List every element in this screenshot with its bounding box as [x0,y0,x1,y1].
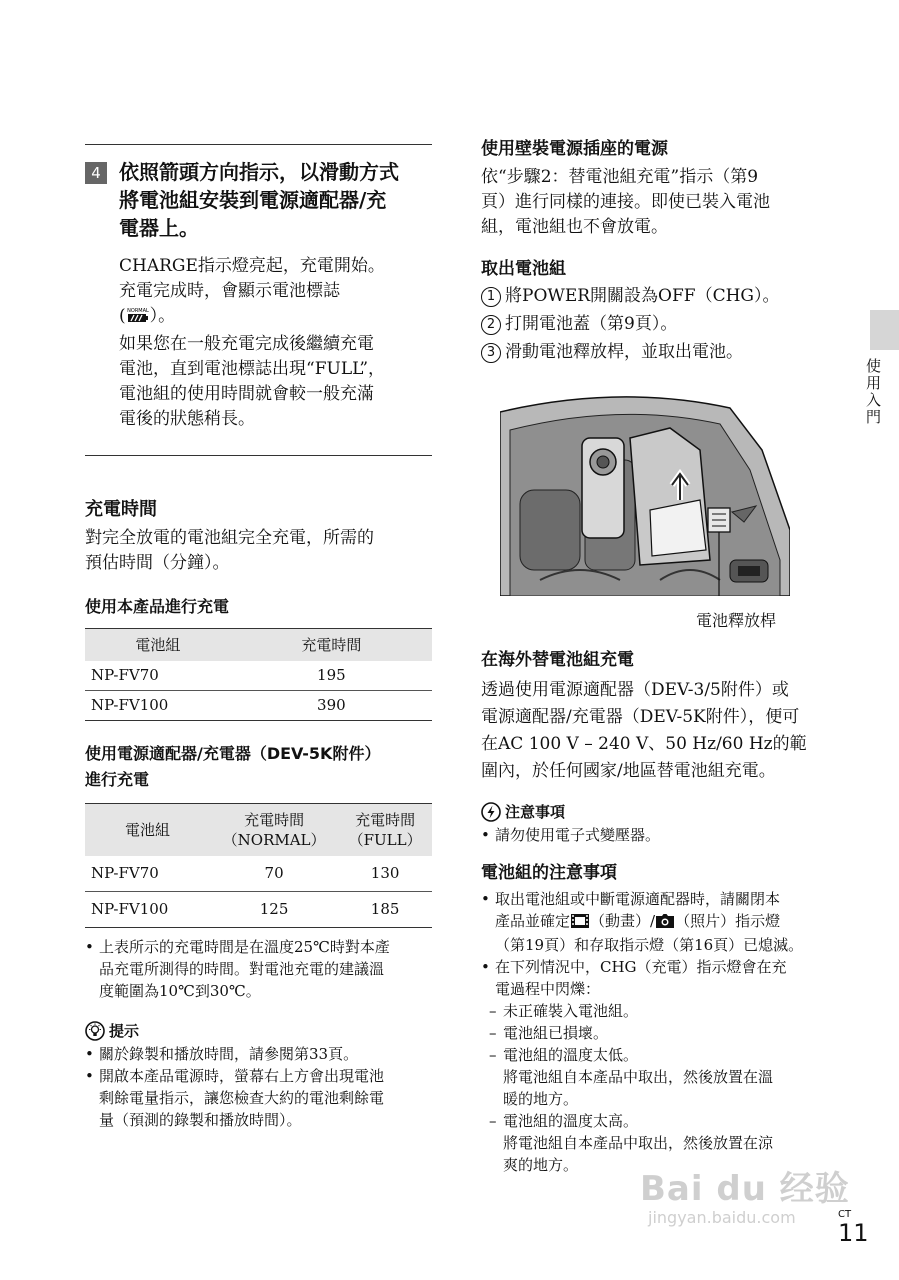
lightbulb-icon [85,1021,105,1041]
list-item: • 關於錄製和播放時間，請參閱第33頁。 [85,1043,432,1065]
tips-heading-row [85,1020,432,1041]
page-code: CT [838,1209,852,1220]
list-item: – 未正確裝入電池組。 [481,1000,831,1022]
step-4-body: CHARGE指示燈亮起，充電開始。 充電完成時，會顯示電池標誌 ( NORMAL ）。 如果您在一般充電完成後繼續充電 電池，直到電池標誌出現“FULL”， 電池組的使用時間就會較一般充滿 電後的狀態稍長。 [119,256,386,429]
release-lever-callout: 電池釋放桿 [695,611,776,630]
movie-icon [571,912,589,934]
baidu-watermark: Bai du 经验 jingyan.baidu.com [640,1169,850,1227]
svg-text:NORMAL: NORMAL [126,308,149,314]
right-column [481,136,831,365]
col-header-normal: 充電時間 （NORMAL） [210,804,338,857]
table1-heading: 使用本產品進行充電 [85,597,230,616]
side-tab-marker [870,310,899,350]
wall-outlet-heading: 使用壁裝電源插座的電源 [481,139,668,159]
charge-time-heading: 充電時間 [85,499,157,520]
step-number-badge: 4 [85,162,107,184]
wall-outlet-body: 依“步驟2：替電池組充電”指示（第9 頁）進行同樣的連接。即使已裝入電池 組，電池組也不會放電。 [481,167,770,237]
caution-icon [481,802,501,822]
list-item: 2 打開電池蓋（第9頁）。 [481,312,831,337]
list-item: 1 將POWER開關設為OFF（CHG）。 [481,284,831,309]
caution-heading-row [481,801,831,822]
remove-steps [481,284,831,365]
right-column-lower [481,647,831,1176]
tips-list [85,1043,432,1131]
charge-table-adaptor [85,803,432,928]
battery-notes-list [481,888,831,1176]
charge-table-product [85,628,432,721]
col-header-pack: 電池組 [85,629,231,662]
charge-time-intro: 對完全放電的電池組完全充電，所需的 預估時間（分鐘）。 [85,528,374,573]
charge-time-section [85,497,432,1131]
col-header-pack: 電池組 [85,804,210,857]
camera-drawing [500,390,790,596]
list-item: – 電池組的溫度太低。 將電池組自本產品中取出，然後放置在溫 暖的地方。 [481,1044,831,1110]
caution-heading: 注意事項 [505,803,566,821]
table-note: • 上表所示的充電時間是在溫度25℃時對本產 品充電所測得的時間。對電池充電的建議溫 度範圍為10℃到30℃。 [85,936,432,1002]
divider-top-left [85,144,432,145]
table-header-row [85,629,432,662]
table2-heading: 使用電源適配器/充電器（DEV-5K附件） 進行充電 [85,744,381,789]
battery-normal-icon [126,306,150,332]
list-item: • 開啟本產品電源時，螢幕右上方會出現電池 剩餘電量指示，讓您檢查大約的電池剩餘電 量（預測的錄製和播放時間）。 [85,1065,432,1131]
remove-battery-heading: 取出電池組 [481,259,566,279]
table-row: NP-FV100 390 [85,691,432,721]
list-item: • 在下列情況中，CHG（充電）指示燈會在充 電過程中閃爍： [481,956,831,1000]
camera-icon [656,912,674,934]
step-4-title: 依照箭頭方向指示，以滑動方式 將電池組安裝到電源適配器/充 電器上。 [119,160,399,240]
table-row: NP-FV70 70 130 [85,856,432,892]
col-header-full: 充電時間 （FULL） [338,804,432,857]
table-row: NP-FV100 125 185 [85,892,432,928]
step-4-section [85,158,432,432]
table-row: NP-FV70 195 [85,661,432,691]
col-header-time: 充電時間 [231,629,432,662]
battery-release-illustration [500,390,790,596]
side-tab-label: 使用入門 [864,358,882,426]
battery-notes-heading: 電池組的注意事項 [481,863,617,883]
list-item: • 取出電池組或中斷電源適配器時，請關閉本 產品並確定 （動畫）/ （照片）指示燈 （第19頁）和存取指示燈（第16頁）已熄滅。 [481,888,831,956]
table-header-row [85,804,432,857]
page-number-block [838,1210,869,1246]
abroad-body: 透過使用電源適配器（DEV-3/5附件）或 電源適配器/充電器（DEV-5K附件），便可 在AC 100 V – 240 V、50 Hz/60 Hz的範 圍內，於任何國家/地區替電池組充電。 [481,680,807,781]
list-item: – 電池組已損壞。 [481,1022,831,1044]
abroad-heading: 在海外替電池組充電 [481,650,634,670]
list-item: 3 滑動電池釋放桿，並取出電池。 [481,340,831,365]
list-item: – 電池組的溫度太高。 將電池組自本產品中取出，然後放置在涼 爽的地方。 [481,1110,831,1176]
tips-heading: 提示 [109,1022,140,1040]
page-number: 11 [838,1219,869,1247]
caution-item: • 請勿使用電子式變壓器。 [481,824,831,846]
divider-mid-left [85,455,432,456]
